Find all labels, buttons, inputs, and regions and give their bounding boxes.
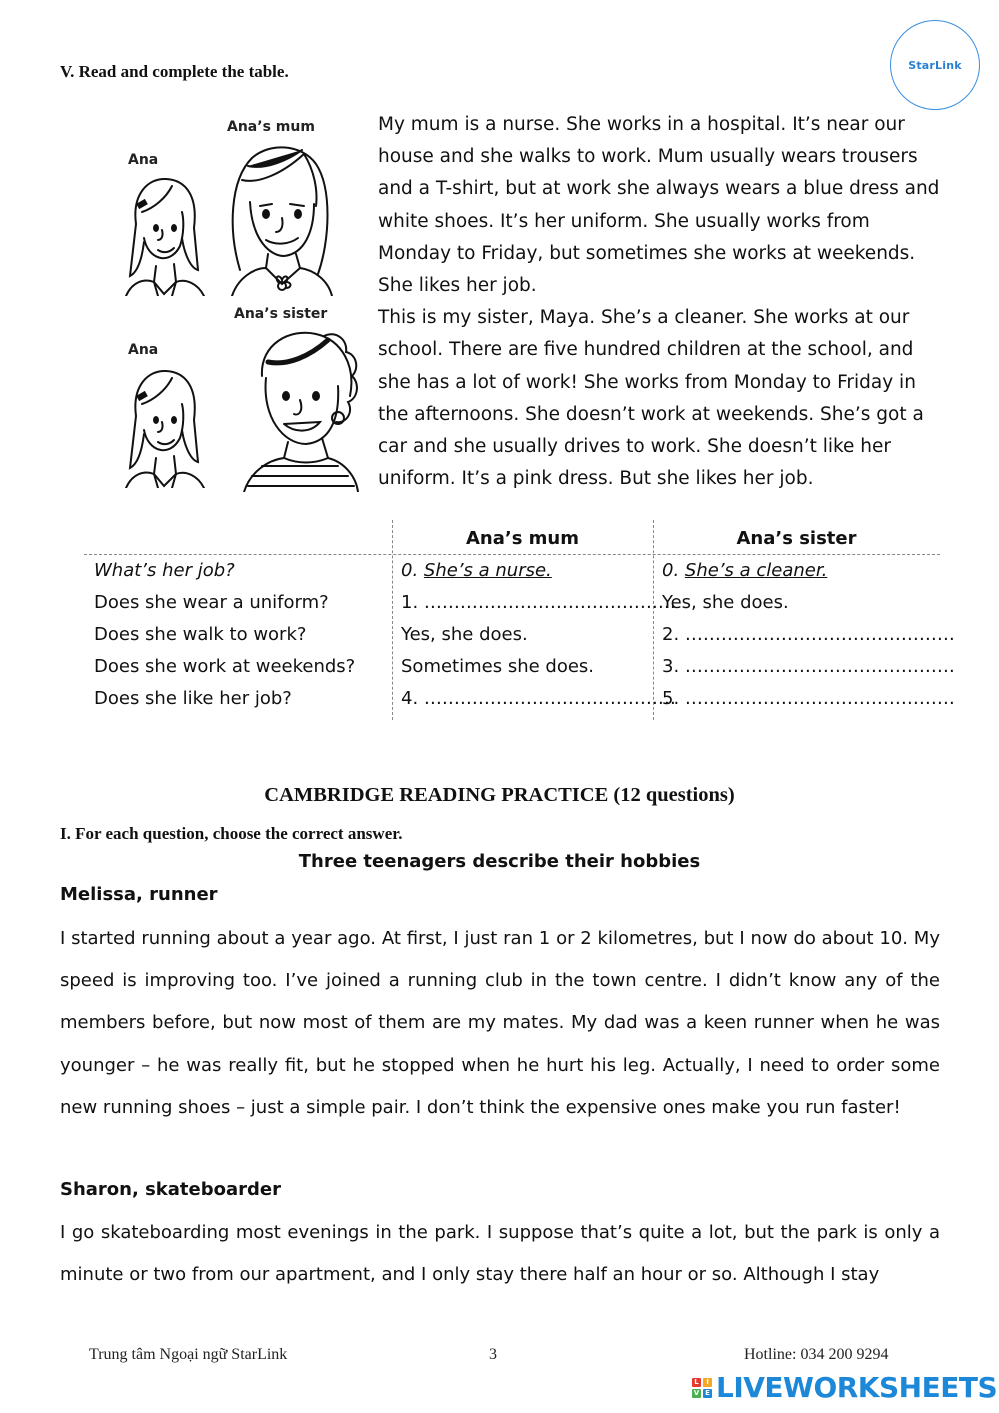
answer-blank-1[interactable]: 1. …………………………………… (401, 592, 676, 613)
header-anas-mum: Ana’s mum (465, 528, 580, 549)
label-anas-sister: Ana’s sister (234, 306, 328, 322)
example-answer: She’s a cleaner. (684, 560, 828, 581)
footer-page-number: 3 (489, 1346, 497, 1363)
table-divider-1 (392, 520, 393, 720)
footer-center-name: Trung tâm Ngoại ngữ StarLink (89, 1346, 288, 1363)
table-header-line (84, 554, 940, 555)
footer-hotline: Hotline: 034 200 9294 (744, 1346, 889, 1363)
story-sister: This is my sister, Maya. She’s a cleaner. She works at our school. There are five hundred children at the school, and she has a lot of work! She works from Monday to Friday in the afternoons. She doesn’t work at weekends. She’s got a car and she usually drives to work. She doesn’t like her uniform. It’s a pink dress. But she likes her job. (378, 307, 924, 490)
melissa-heading: Melissa, runner (60, 884, 218, 905)
answer-sister-uniform: Yes, she does. (662, 592, 789, 613)
example-number: 0. (401, 560, 424, 581)
question-uniform: Does she wear a uniform? (94, 592, 329, 613)
anas-sister-drawing (238, 326, 362, 492)
answer-blank-5[interactable]: 5. ……………………………………… (662, 688, 955, 709)
story-text (378, 109, 948, 495)
example-number: 0. (662, 560, 685, 581)
anas-mum-drawing (218, 140, 338, 296)
starlink-logo (890, 20, 980, 110)
liveworksheets-text: LIVEWORKSHEETS (716, 1371, 998, 1404)
reading-title: CAMBRIDGE READING PRACTICE (12 questions) (264, 784, 735, 806)
logo-text: StarLink (908, 58, 962, 72)
part-title: I. For each question, choose the correct answer. (60, 824, 403, 843)
question-like-job: Does she like her job? (94, 688, 292, 709)
ana-drawing-top (118, 172, 208, 296)
answer-table (84, 520, 955, 720)
question-weekends: Does she work at weekends? (94, 656, 356, 677)
liveworksheets-watermark (692, 1371, 997, 1404)
answer-blank-3[interactable]: 3. ……………………………………… (662, 656, 955, 677)
liveworksheets-badge-icon: L I V E (692, 1378, 712, 1398)
example-answer: She’s a nurse. (423, 560, 552, 581)
melissa-text: I started running about a year ago. At first, I just ran 1 or 2 kilometres, but I now do about 10. My speed is improving too. I’ve joined a running club in the town centre. I didn’t know any of the members before, but now most of them are my mates. My dad was a keen runner when he was younger – he was really fit, but he stopped when he hurt his leg. Actually, I need to order some new running shoes – just a simple pair. I don’t think the expensive ones make you run faster! (60, 928, 940, 1118)
answer-sister-job (662, 560, 827, 581)
story-mum: My mum is a nurse. She works in a hospital. It’s near our house and she walks to work. Mum usually wears trousers and a T-shirt, but at work she always wears a blue dress and white shoes. It’s her uniform. She usually works from Monday to Friday, but sometimes she works at weekends. She likes her job. (378, 114, 940, 297)
header-anas-sister: Ana’s sister (736, 528, 857, 549)
illustrations (100, 110, 362, 492)
sharon-text: I go skateboarding most evenings in the park. I suppose that’s quite a lot, but the park is only a minute or two from our apartment, and I only stay there half an hour or so. Although I stay (60, 1222, 940, 1286)
sharon-heading: Sharon, skateboarder (60, 1179, 281, 1200)
answer-blank-4[interactable]: 4. …………………………………… (401, 688, 676, 709)
question-job: What’s her job? (94, 560, 235, 581)
section-title: V. Read and complete the table. (60, 62, 289, 81)
ana-drawing-bottom (118, 364, 208, 488)
label-ana-bottom: Ana (128, 342, 159, 358)
label-anas-mum: Ana’s mum (227, 119, 315, 135)
answer-mum-weekends: Sometimes she does. (401, 656, 595, 677)
answer-mum-walk: Yes, she does. (401, 624, 528, 645)
reading-subtitle: Three teenagers describe their hobbies (298, 851, 701, 872)
label-ana-top: Ana (128, 152, 159, 168)
answer-mum-job (401, 560, 552, 581)
question-walk: Does she walk to work? (94, 624, 307, 645)
answer-blank-2[interactable]: 2. ……………………………………… (662, 624, 955, 645)
